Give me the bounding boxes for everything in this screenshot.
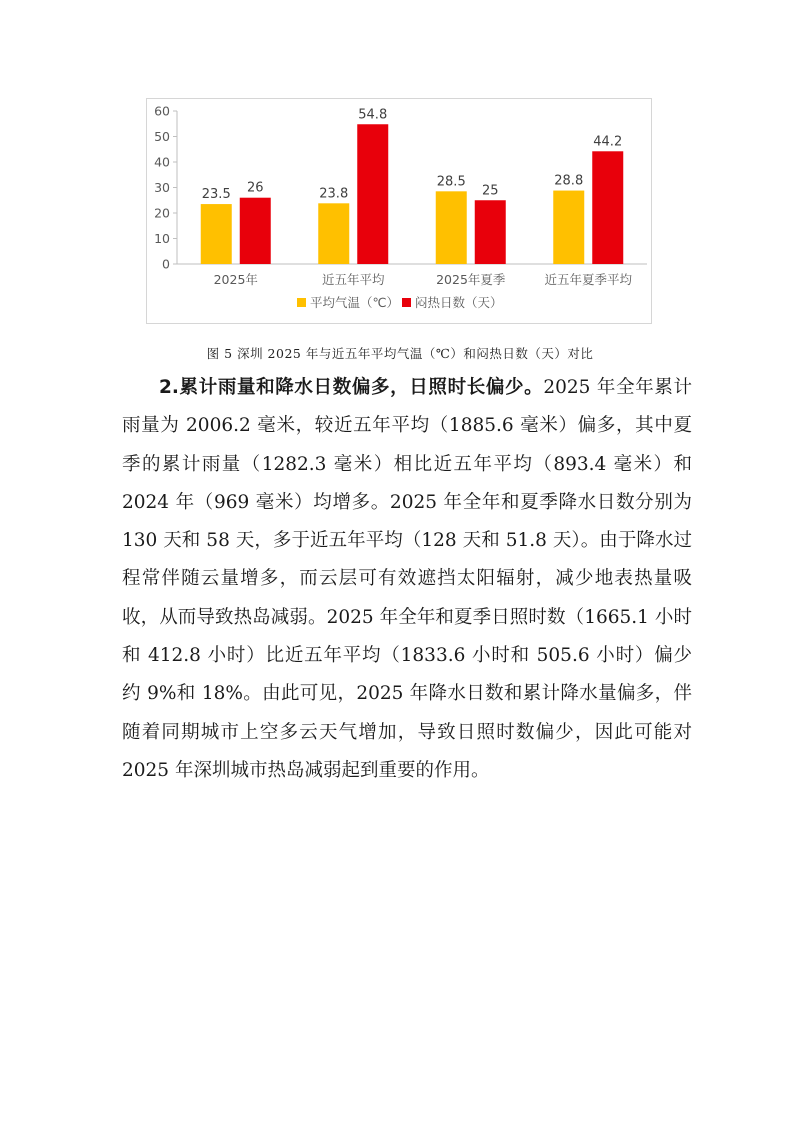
x-tick-label: 近五年夏季平均 [544, 272, 633, 287]
y-tick-label: 20 [154, 205, 170, 221]
y-tick-label: 10 [154, 231, 170, 246]
y-tick-label: 30 [154, 180, 170, 195]
data-label: 28.8 [554, 173, 584, 189]
bar [592, 151, 623, 264]
bar [201, 204, 232, 264]
legend-label: 平均气温（℃） [310, 295, 400, 310]
section-heading: 2.累计雨量和降水日数偏多，日照时长偏少。 [159, 377, 544, 398]
bar [553, 191, 584, 264]
data-label: 23.8 [319, 186, 349, 202]
data-label: 26 [246, 180, 264, 196]
legend-swatch [297, 298, 306, 307]
legend-label: 闷热日数（天） [415, 295, 503, 310]
y-tick-label: 60 [154, 103, 170, 119]
legend-swatch [402, 298, 411, 307]
data-label: 54.8 [358, 107, 388, 123]
data-label: 28.5 [436, 174, 466, 190]
y-tick-label: 50 [154, 129, 170, 144]
data-label: 23.5 [201, 187, 231, 203]
x-tick-label: 2025年 [213, 272, 258, 287]
chart-container [146, 98, 652, 324]
bar [357, 124, 388, 264]
bar [436, 191, 467, 264]
bar-chart [147, 99, 653, 325]
bar [318, 203, 349, 264]
body-text [122, 369, 692, 790]
paragraph-text: 2025 年全年累计雨量为 2006.2 毫米，较近五年平均（1885.6 毫米）偏多，其中夏季的累计雨量（1282.3 毫米）相比近五年平均（893.4 毫米）和 2024 年（969 毫米）均增多。2025 年全年和夏季降水日数分别为 130 天和 58 天，多于近五年平均（128 天和 51.8 天）。由于降水过程常伴随云量增多，而云层可有效遮挡太阳辐射，减少地表热量吸收，从而导致热岛减弱。2025 年全年和夏季日照时数（1665.1 小时和 412.8 小时）比近五年平均（1833.6 小时和 505.6 小时）偏少约 9%和 18%。由此可见，2025 年降水日数和累计降水量偏多，伴随着同期城市上空多云天气增加，导致日照时数偏少，因此可能对 2025 年深圳城市热岛减弱起到重要的作用。 [122, 377, 692, 781]
y-tick-label: 0 [162, 256, 170, 272]
figure-caption: 图 5 深圳 2025 年与近五年平均气温（℃）和闷热日数（天）对比 [206, 346, 594, 361]
data-label: 44.2 [593, 134, 623, 150]
data-label: 25 [481, 183, 499, 199]
bar [240, 198, 271, 264]
paragraph [122, 369, 692, 790]
y-tick-label: 40 [154, 154, 170, 170]
x-tick-label: 近五年平均 [321, 272, 385, 287]
x-tick-label: 2025年夏季 [436, 272, 506, 287]
bar [475, 200, 506, 264]
